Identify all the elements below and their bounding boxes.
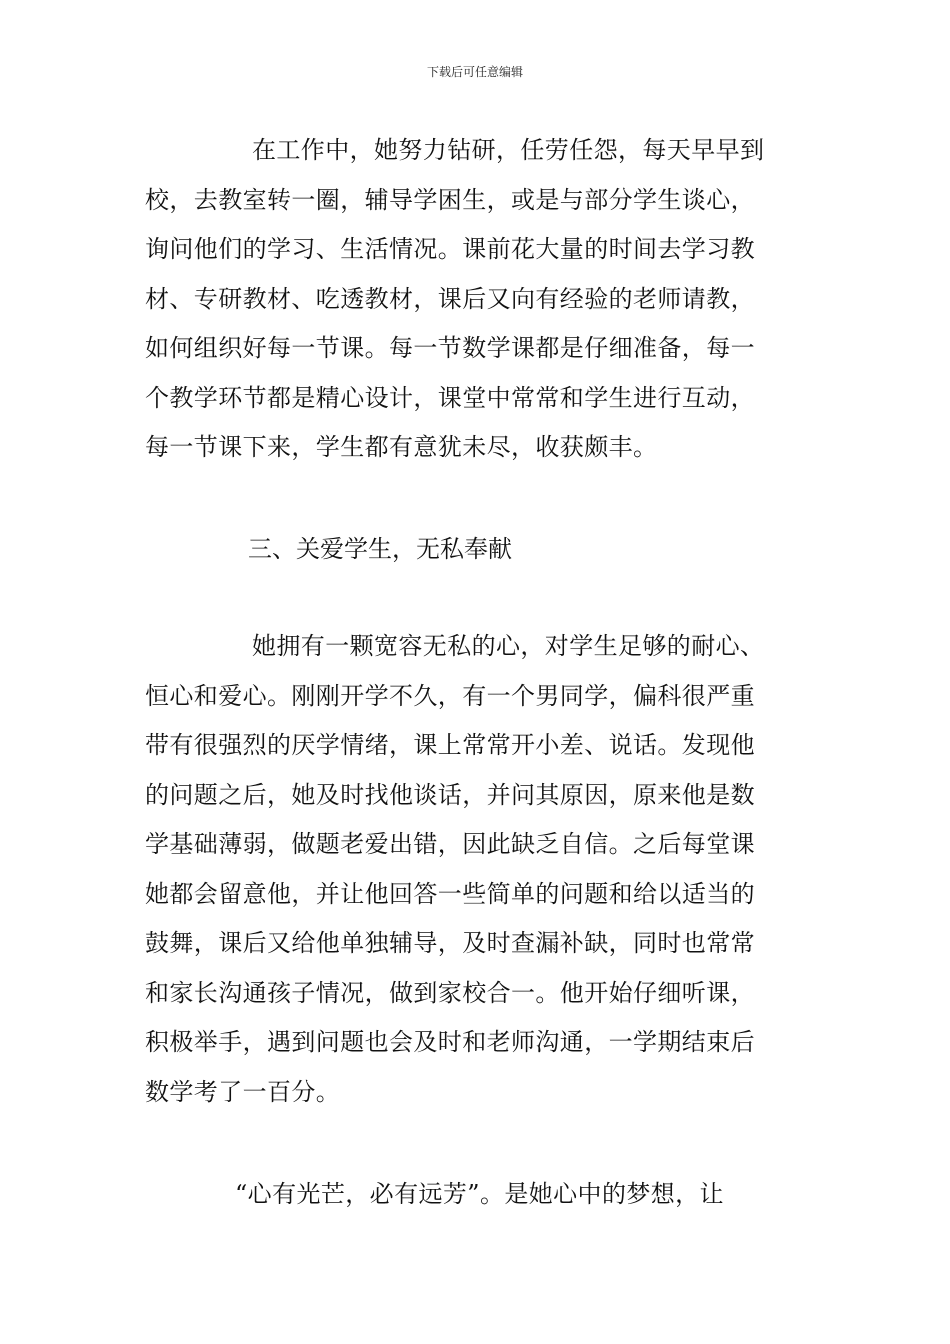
section-heading: 三、关爱学生，无私奉献 xyxy=(248,535,512,563)
text-line: 她都会留意他，并让他回答一些简单的问题和给以适当的 xyxy=(145,879,755,908)
text-line: 学基础薄弱，做题老爱出错，因此缺乏自信。之后每堂课 xyxy=(145,830,755,858)
page-header-note: 下载后可任意编辑 xyxy=(426,65,523,79)
text-line: “心有光芒，必有远芳”。是她心中的梦想，让 xyxy=(235,1180,724,1208)
text-line: 校，去教室转一圈，辅导学困生，或是与部分学生谈心， xyxy=(145,185,755,214)
text-line: 和家长沟通孩子情况，做到家校合一。他开始仔细听课， xyxy=(145,978,755,1007)
text-line: 每一节课下来，学生都有意犹未尽，收获颇丰。 xyxy=(145,433,658,461)
paragraph-caring-students xyxy=(145,622,810,1117)
text-line: 带有很强烈的厌学情绪，课上常常开小差、说话。发现他 xyxy=(145,731,755,759)
text-line: 询问他们的学习、生活情况。课前花大量的时间去学习教 xyxy=(145,235,755,263)
paragraph-quote xyxy=(145,1170,810,1220)
text-line: 数学考了一百分。 xyxy=(145,1077,341,1106)
text-line: 材、专研教材、吃透教材，课后又向有经验的老师请教， xyxy=(145,284,755,313)
text-line: 的问题之后，她及时找他谈话，并问其原因，原来他是数 xyxy=(145,780,755,809)
text-line: 在工作中，她努力钻研，任劳任怨，每天早早到 xyxy=(252,136,765,164)
paragraph-work-diligence xyxy=(145,126,810,473)
text-line: 个教学环节都是精心设计，课堂中常常和学生进行互动， xyxy=(145,383,755,412)
text-line: 如何组织好每一节课。每一节数学课都是仔细准备，每一 xyxy=(145,334,755,362)
text-line: 恒心和爱心。刚刚开学不久，有一个男同学，偏科很严重 xyxy=(145,681,755,710)
text-line: 鼓舞，课后又给他单独辅导，及时查漏补缺，同时也常常 xyxy=(145,929,755,957)
text-line: 积极举手，遇到问题也会及时和老师沟通，一学期结束后 xyxy=(145,1028,755,1056)
text-line: 她拥有一颗宽容无私的心，对学生足够的耐心、 xyxy=(252,632,765,660)
